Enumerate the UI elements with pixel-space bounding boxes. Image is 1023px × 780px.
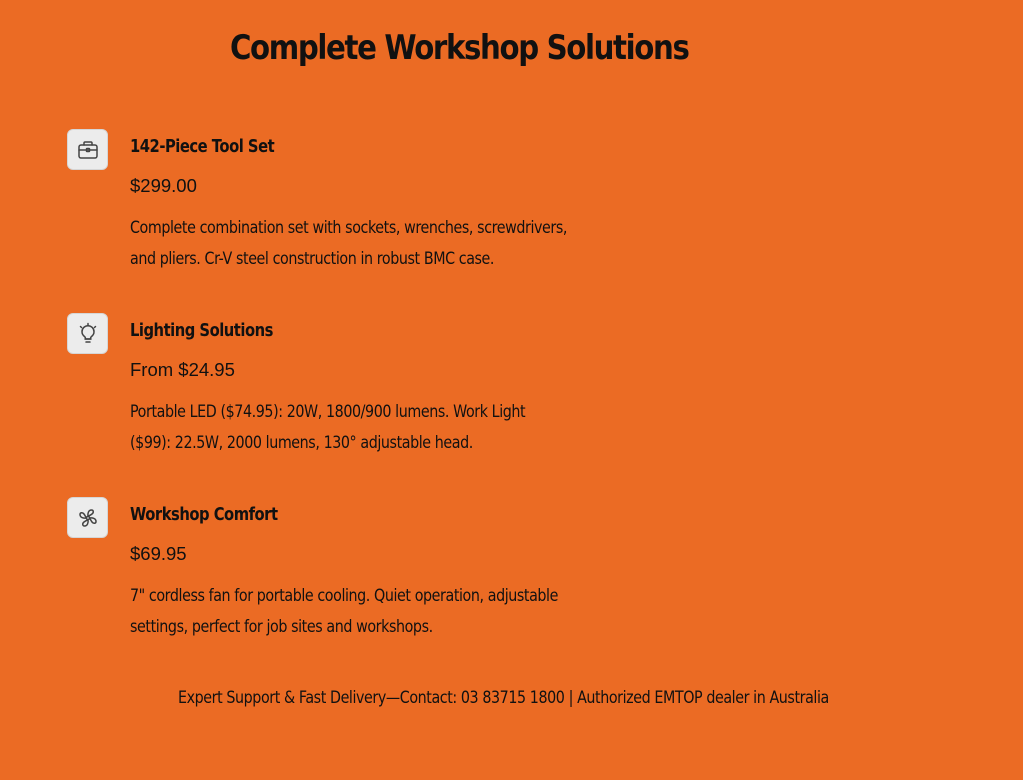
product-price: $69.95 (130, 543, 187, 564)
footer-contact-text: Expert Support & Fast Delivery—Contact: 03 83715 1800 | Authorized EMTOP dealer in Australia (178, 688, 829, 708)
product-price: $299.00 (130, 175, 197, 196)
fan-icon (67, 497, 108, 538)
product-name: 142-Piece Tool Set (130, 136, 275, 157)
page-title: Complete Workshop Solutions (229, 28, 689, 68)
product-price: From $24.95 (130, 359, 235, 380)
product-description: 7" cordless fan for portable cooling. Quiet operation, adjustable settings, perfect for job sites and workshops. (130, 586, 558, 637)
product-name: Lighting Solutions (130, 320, 273, 341)
toolbox-icon (67, 129, 108, 170)
product-description: Portable LED ($74.95): 20W, 1800/900 lumens. Work Light ($99): 22.5W, 2000 lumens, 130° adjustable head. (130, 402, 526, 453)
lightbulb-icon (67, 313, 108, 354)
product-name: Workshop Comfort (130, 504, 278, 525)
product-description: Complete combination set with sockets, wrenches, screwdrivers, and pliers. Cr-V steel construction in robust BMC case. (130, 218, 568, 269)
